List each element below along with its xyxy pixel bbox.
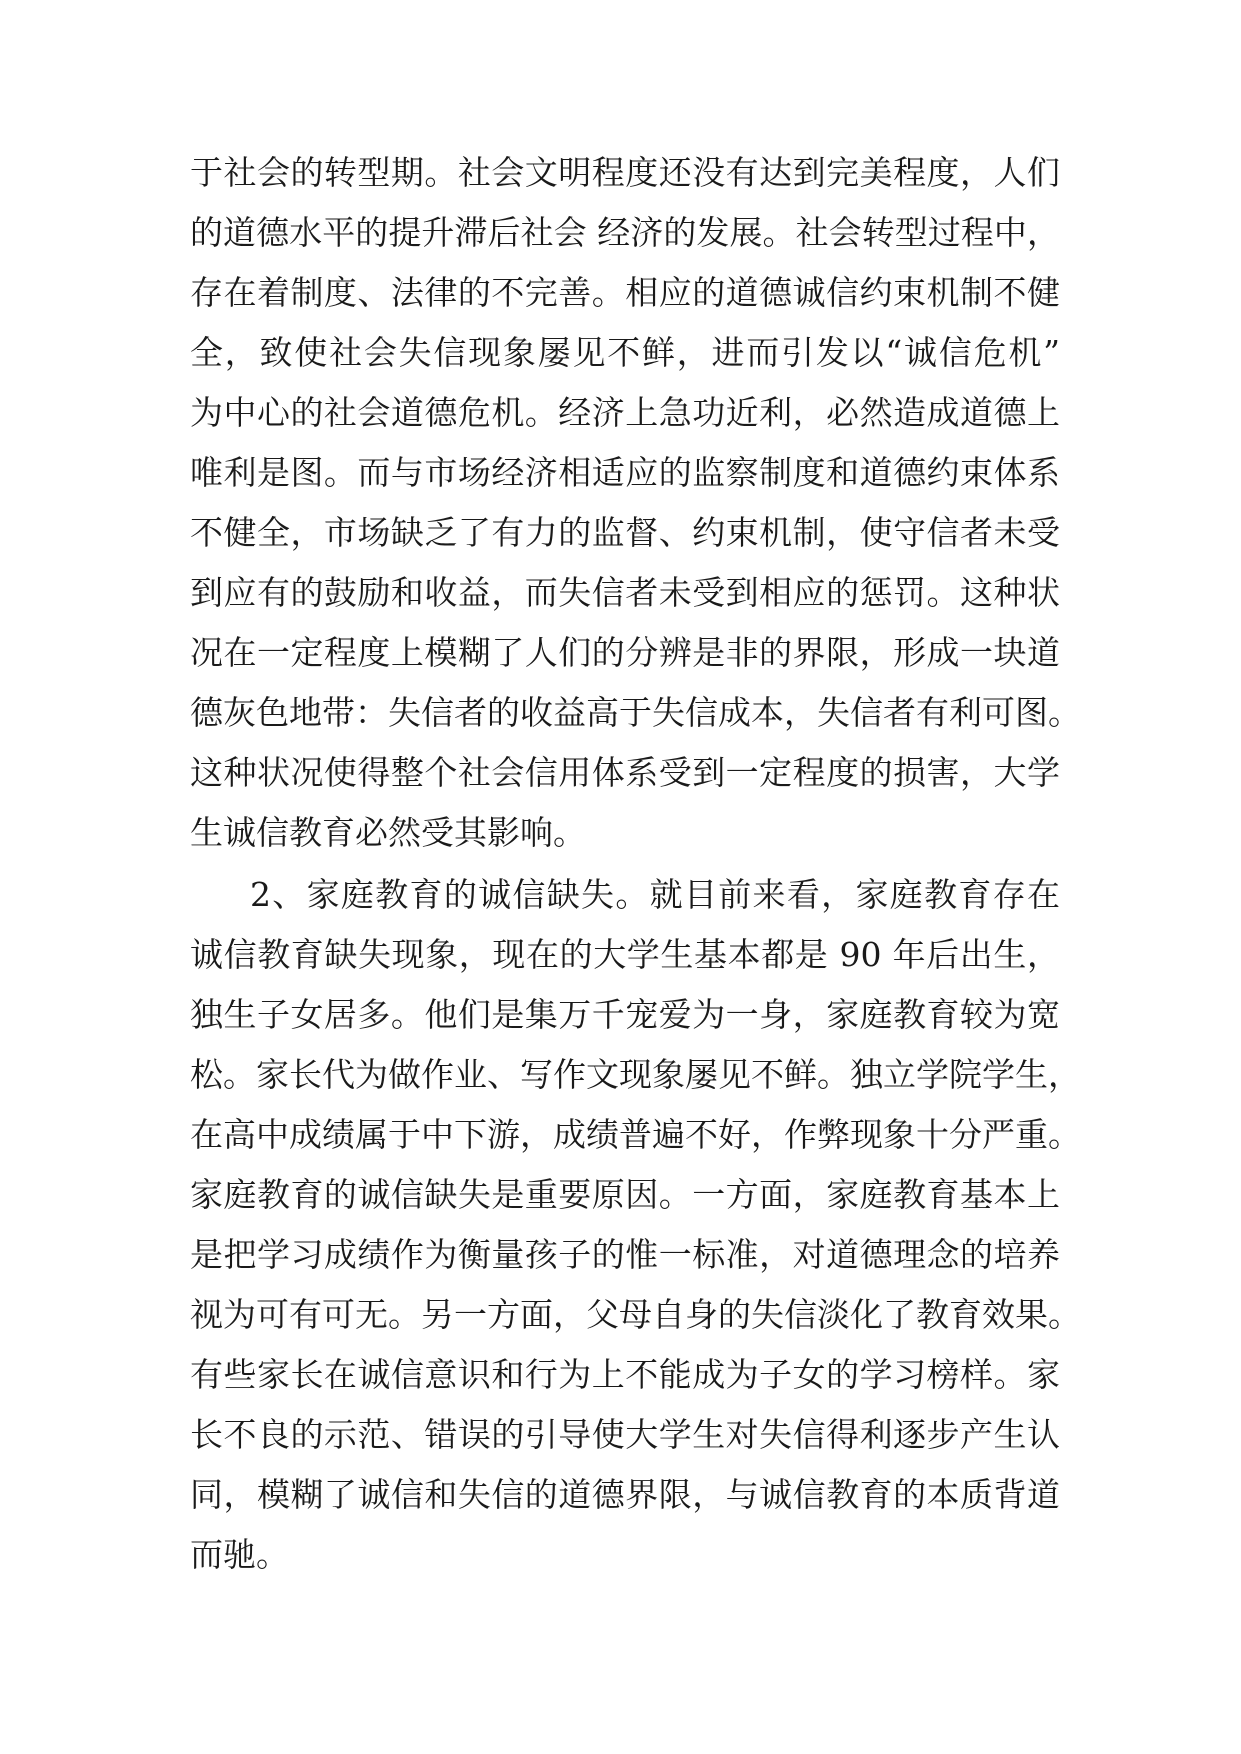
text-line: 的道德水平的提升滞后社会 经济的发展。社会转型过程中， bbox=[190, 213, 1060, 252]
text-line: 唯利是图。而与市场经济相适应的监察制度和道德约束体系 bbox=[190, 453, 1060, 492]
text-line: 不健全，市场缺乏了有力的监督、约束机制，使守信者未受 bbox=[190, 513, 1060, 552]
text-line: 是把学习成绩作为衡量孩子的惟一标准，对道德理念的培养 bbox=[190, 1235, 1060, 1274]
text-line: 全，致使社会失信现象屡见不鲜，进而引发以“诚信危机” bbox=[190, 333, 1060, 372]
text-line: 到应有的鼓励和收益，而失信者未受到相应的惩罚。这种状 bbox=[190, 573, 1060, 612]
text-line: 诚信教育缺失现象，现在的大学生基本都是 90 年后出生， bbox=[190, 935, 1060, 974]
text-line: 独生子女居多。他们是集万千宠爱为一身，家庭教育较为宽 bbox=[190, 995, 1060, 1034]
text-line: 生诚信教育必然受其影响。 bbox=[190, 813, 586, 852]
text-line: 德灰色地带：失信者的收益高于失信成本，失信者有利可图。 bbox=[190, 693, 1081, 732]
text-line: 这种状况使得整个社会信用体系受到一定程度的损害，大学 bbox=[190, 753, 1060, 792]
text-line: 2、家庭教育的诚信缺失。就目前来看，家庭教育存在 bbox=[250, 875, 1060, 914]
text-line: 在高中成绩属于中下游，成绩普遍不好，作弊现象十分严重。 bbox=[190, 1115, 1081, 1154]
text-line: 家庭教育的诚信缺失是重要原因。一方面，家庭教育基本上 bbox=[190, 1175, 1060, 1214]
paragraph-2 bbox=[190, 865, 1081, 1585]
text-line: 为中心的社会道德危机。经济上急功近利，必然造成道德上 bbox=[190, 393, 1060, 432]
paragraph-1 bbox=[190, 143, 1081, 863]
text-line: 视为可有可无。另一方面，父母自身的失信淡化了教育效果。 bbox=[190, 1295, 1081, 1334]
text-line: 况在一定程度上模糊了人们的分辨是非的界限，形成一块道 bbox=[190, 633, 1060, 672]
text-line: 于社会的转型期。社会文明程度还没有达到完美程度，人们 bbox=[190, 153, 1060, 192]
document-body bbox=[190, 143, 1081, 1585]
text-line: 而驰。 bbox=[190, 1535, 289, 1574]
text-line: 松。家长代为做作业、写作文现象屡见不鲜。独立学院学生， bbox=[190, 1055, 1081, 1094]
text-line: 有些家长在诚信意识和行为上不能成为子女的学习榜样。家 bbox=[190, 1355, 1060, 1394]
text-line: 同，模糊了诚信和失信的道德界限，与诚信教育的本质背道 bbox=[190, 1475, 1060, 1514]
text-line: 存在着制度、法律的不完善。相应的道德诚信约束机制不健 bbox=[190, 273, 1060, 312]
text-line: 长不良的示范、错误的引导使大学生对失信得利逐步产生认 bbox=[190, 1415, 1060, 1454]
